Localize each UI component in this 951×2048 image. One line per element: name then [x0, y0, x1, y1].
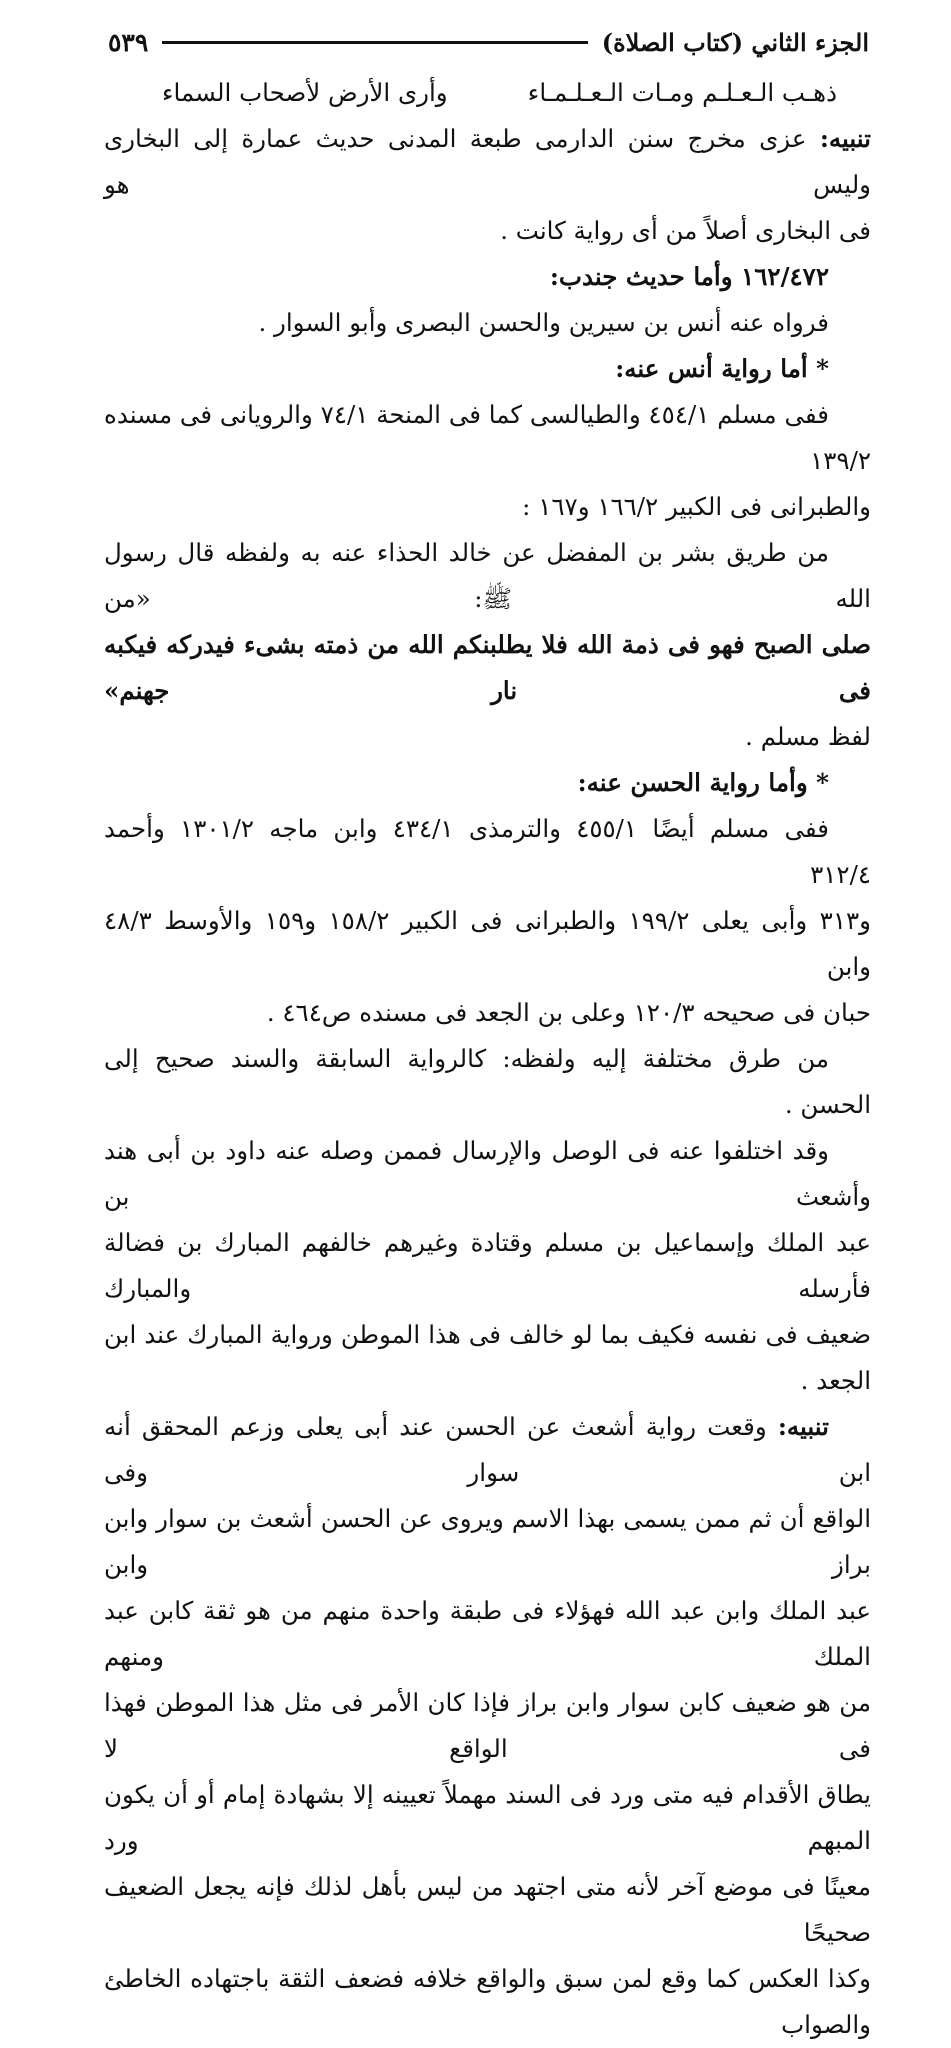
heading-hasan: * وأما رواية الحسن عنه:	[577, 768, 829, 797]
header-rule	[162, 41, 587, 44]
note-2-text: وقعت رواية أشعث عن الحسن عند أبى يعلى وزعم المحقق أنه ابن سوار وفى	[104, 1412, 871, 1487]
poem-hemistich-1: ذهـب الـعـلـم ومـات الـعـلـمـاء	[527, 78, 837, 107]
page-body	[104, 70, 871, 2048]
hasan-chain-line: من طرق مختلفة إليه ولفظه: كالرواية السابقة والسند صحيح إلى الحسن .	[104, 1044, 871, 1119]
poem-hemistich-2: وأرى الأرض لأصحاب السماء	[162, 78, 448, 107]
note-2-line-1	[104, 1404, 871, 1496]
note-2-line-3: عبد الملك وابن عبد الله فهؤلاء فى طبقة واحدة منهم من هو ثقة كابن عبد الملك ومنهم	[104, 1596, 871, 1671]
hadith-text: صلى الصبح فهو فى ذمة الله فلا يطلبنكم الله من ذمته بشىء فيدركه فيكبه فى نار جهنم»	[104, 630, 871, 705]
note-2-line-6: معينًا فى موضع آخر لأنه متى اجتهد من ليس بأهل لذلك فإنه يجعل الضعيف صحيحًا	[104, 1872, 871, 1947]
note-2-label: تنبيه:	[777, 1412, 829, 1441]
running-title: الجزء الثاني (كتاب الصلاة)	[601, 27, 869, 57]
note-1-label: تنبيه:	[819, 124, 871, 153]
note-1-line-2: فى البخارى أصلاً من أى رواية كانت .	[500, 216, 871, 245]
anas-chain-line: من طريق بشر بن المفضل عن خالد الحذاء عنه به ولفظه قال رسول الله ﷺ: «من	[104, 538, 871, 613]
page-number: ٥٣٩	[108, 27, 149, 57]
disagreement-line-2: عبد الملك وإسماعيل بن مسلم وقتادة وغيرهم خالفهم المبارك بن فضالة فأرسله والمبارك	[104, 1228, 871, 1303]
hasan-sources-line-3: حبان فى صحيحه ١٢٠/٣ وعلى بن الجعد فى مسنده ص٤٦٤ .	[266, 998, 871, 1027]
note-1-line-1	[104, 116, 871, 208]
disagreement-line-1: وقد اختلفوا عنه فى الوصل والإرسال فممن وصله عنه داود بن أبى هند وأشعث بن	[104, 1136, 871, 1211]
poem-verse	[104, 70, 871, 116]
heading-anas: * أما رواية أنس عنه:	[615, 354, 829, 383]
anas-wording: لفظ مسلم .	[745, 722, 871, 751]
note-1-text: عزى مخرج سنن الدارمى طبعة المدنى حديث عمارة إلى البخارى وليس هو	[104, 124, 871, 199]
anas-sources-line-1: ففى مسلم ٤٥٤/١ والطيالسى كما فى المنحة ٧٤/١ والرويانى فى مسنده ١٣٩/٢	[104, 400, 871, 475]
note-2-line-2: الواقع أن ثم ممن يسمى بهذا الاسم ويروى عن الحسن أشعث بن سوار وابن براز وابن	[104, 1504, 871, 1579]
narrators-line: فرواه عنه أنس بن سيرين والحسن البصرى وأبو السوار .	[258, 308, 829, 337]
note-2-line-4: من هو ضعيف كابن سوار وابن براز فإذا كان الأمر فى مثل هذا الموطن فهذا فى الواقع لا	[104, 1688, 871, 1763]
heading-jundub: ١٦٢/٤٧٢ وأما حديث جندب:	[549, 262, 829, 291]
page-header	[108, 22, 869, 62]
note-2-line-5: يطاق الأقدام فيه متى ورد فى السند مهملاً تعيينه إلا بشهادة إمام أو أن يكون المبهم ورد	[104, 1780, 871, 1855]
disagreement-line-3: ضعيف فى نفسه فكيف بما لو خالف فى هذا الموطن ورواية المبارك عند ابن الجعد .	[104, 1320, 871, 1395]
anas-sources-line-2: والطبرانى فى الكبير ١٦٦/٢ و١٦٧ :	[522, 492, 871, 521]
hasan-sources-line-2: و٣١٣ وأبى يعلى ١٩٩/٢ والطبرانى فى الكبير ١٥٨/٢ و١٥٩ والأوسط ٤٨/٣ وابن	[104, 906, 871, 981]
hasan-sources-line-1: ففى مسلم أيضًا ٤٥٥/١ والترمذى ٤٣٤/١ وابن ماجه ١٣٠١/٢ وأحمد ٣١٢/٤	[104, 814, 871, 889]
note-2-line-7: وكذا العكس كما وقع لمن سبق والواقع خلافه فضعف الثقة باجتهاده الخاطئ والصواب	[104, 1964, 871, 2039]
